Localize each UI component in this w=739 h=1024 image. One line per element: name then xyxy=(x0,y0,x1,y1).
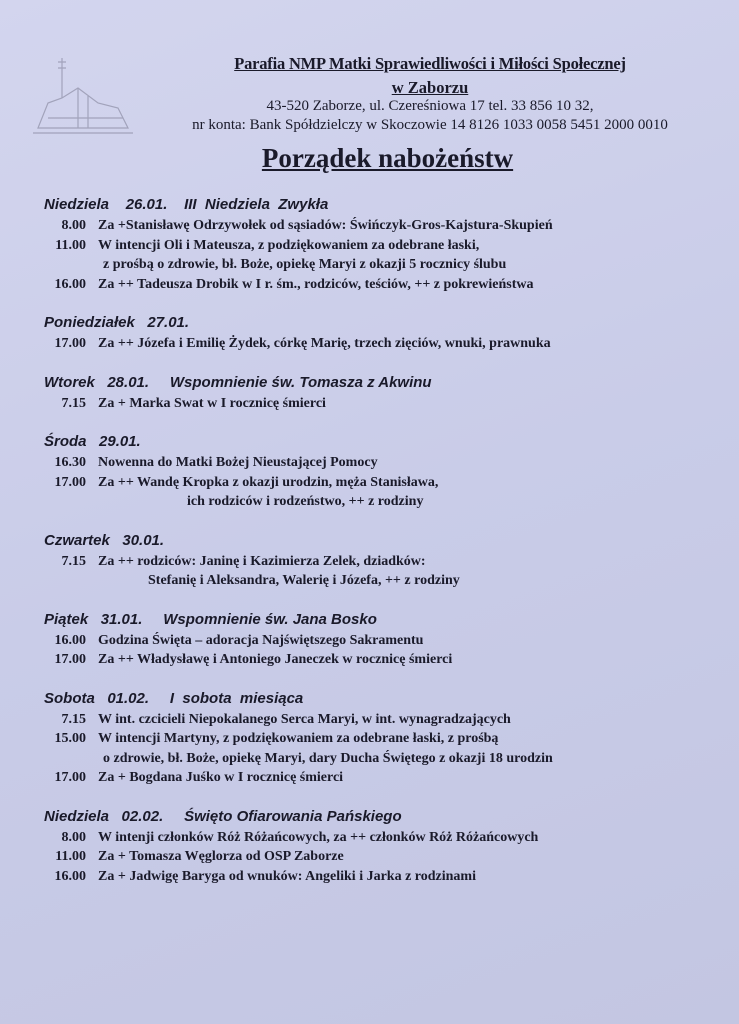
day-heading: Piątek 31.01. Wspomnienie św. Jana Bosko xyxy=(44,610,377,628)
mass-intention: W intencji Oli i Mateusza, z podziękowaniem za odebrane łaski, xyxy=(98,237,480,253)
day-heading: Sobota 01.02. I sobota miesiąca xyxy=(44,689,304,707)
mass-entry xyxy=(44,729,724,749)
mass-time: 17.00 xyxy=(54,336,86,351)
mass-entry xyxy=(44,552,724,572)
mass-intention: Za ++ Władysławę i Antoniego Janeczek w rocznicę śmierci xyxy=(98,652,453,667)
mass-intention: Za + Tomasza Węglorza od OSP Zaborze xyxy=(98,849,344,864)
mass-intention: Za ++ rodziców: Janinę i Kazimierza Zelek, dziadków: xyxy=(98,553,426,569)
parish-address: 43-520 Zaborze, ul. Czereśniowa 17 tel. 33 856 10 32, xyxy=(266,98,594,114)
mass-time: 7.15 xyxy=(61,395,86,411)
day-section xyxy=(44,609,724,670)
mass-intention-continued: ich rodziców i rodzeństwo, ++ z rodziny xyxy=(187,494,424,509)
day-section xyxy=(44,431,724,512)
mass-intention: Za +Stanisławę Odrzywołek od sąsiadów: Świńczyk-Gros-Kajstura-Skupień xyxy=(98,218,553,233)
mass-entry xyxy=(44,867,724,887)
day-heading: Środa 29.01. xyxy=(44,433,141,450)
mass-entry xyxy=(44,394,724,414)
day-section xyxy=(44,530,724,591)
mass-entry xyxy=(44,216,724,236)
page-title: Porządek nabożeństw xyxy=(261,143,514,173)
mass-entry xyxy=(44,236,724,256)
mass-time: 11.00 xyxy=(55,849,86,864)
mass-entry xyxy=(44,473,724,493)
mass-intention: Za + Marka Swat w I rocznicę śmierci xyxy=(98,395,326,411)
day-section xyxy=(44,806,724,887)
mass-entry xyxy=(44,768,724,788)
mass-entry xyxy=(44,453,724,473)
mass-time: 8.00 xyxy=(61,829,86,845)
day-heading: Niedziela 02.02. Święto Ofiarowania Pańskiego xyxy=(44,807,402,825)
parish-name: Parafia NMP Matki Sprawiedliwości i Miłości Społecznej xyxy=(234,54,626,73)
mass-intention: W intencji Martyny, z podziękowaniem za odebrane łaski, z prośbą xyxy=(98,731,499,746)
mass-intention: Za + Jadwigę Baryga od wnuków: Angeliki i Jarka z rodzinami xyxy=(98,868,476,884)
mass-intention: Godzina Święta – adoracja Najświętszego Sakramentu xyxy=(98,632,424,648)
day-heading: Niedziela 26.01. III Niedziela Zwykła xyxy=(44,196,329,213)
day-section xyxy=(44,372,724,414)
mass-intention-continued: Stefanię i Aleksandra, Walerię i Józefa, ++ z rodziny xyxy=(148,573,460,588)
mass-intention-continued: z prośbą o zdrowie, bł. Boże, opiekę Maryi z okazji 5 rocznicy ślubu xyxy=(103,257,507,272)
day-section xyxy=(44,688,724,788)
mass-time: 16.00 xyxy=(54,276,86,292)
mass-intention: Za + Bogdana Juśko w I rocznicę śmierci xyxy=(98,770,344,785)
mass-entry xyxy=(44,847,724,867)
mass-time: 7.15 xyxy=(61,553,86,569)
mass-time: 11.00 xyxy=(55,237,86,253)
mass-time: 8.00 xyxy=(61,218,86,233)
church-logo-icon xyxy=(28,48,136,138)
mass-entry xyxy=(44,275,724,295)
mass-entry xyxy=(44,650,724,670)
mass-time: 16.30 xyxy=(54,455,86,470)
mass-intention: Nowenna do Matki Bożej Nieustającej Pomocy xyxy=(98,455,378,470)
mass-time: 17.00 xyxy=(54,652,86,667)
mass-time: 16.00 xyxy=(54,868,86,884)
mass-intention: Za ++ Józefa i Emilię Żydek, córkę Marię, trzech zięciów, wnuki, prawnuka xyxy=(98,336,551,351)
mass-intention: W int. czcicieli Niepokalanego Serca Maryi, w int. wynagradzających xyxy=(98,711,511,727)
mass-entry xyxy=(44,334,724,354)
day-section xyxy=(44,312,724,354)
day-heading: Wtorek 28.01. Wspomnienie św. Tomasza z Akwinu xyxy=(44,373,432,391)
mass-intention: W intenji członków Róż Różańcowych, za ++ członków Róż Różańcowych xyxy=(98,829,539,845)
mass-entry xyxy=(44,828,724,848)
day-heading: Czwartek 30.01. xyxy=(44,531,165,549)
day-section xyxy=(44,194,724,294)
mass-entry xyxy=(44,631,724,651)
mass-time: 16.00 xyxy=(54,632,86,648)
mass-time: 17.00 xyxy=(54,770,86,785)
mass-time: 17.00 xyxy=(54,474,86,490)
mass-entry xyxy=(44,710,724,730)
mass-time: 7.15 xyxy=(61,711,86,727)
mass-intention: Za ++ Wandę Kropka z okazji urodzin, męża Stanisława, xyxy=(98,474,439,490)
mass-time: 15.00 xyxy=(54,731,86,746)
parish-location: w Zaborzu xyxy=(391,78,469,97)
mass-intention-continued: o zdrowie, bł. Boże, opiekę Maryi, dary Ducha Świętego z okazji 18 urodzin xyxy=(103,750,553,766)
schedule xyxy=(44,194,724,904)
mass-intention: Za ++ Tadeusza Drobik w I r. śm., rodziców, teściów, ++ z pokrewieństwa xyxy=(98,276,534,292)
day-heading: Poniedziałek 27.01. xyxy=(44,314,190,331)
bank-account: nr konta: Bank Spółdzielczy w Skoczowie 14 8126 1033 0058 5451 2000 0010 xyxy=(192,117,668,133)
